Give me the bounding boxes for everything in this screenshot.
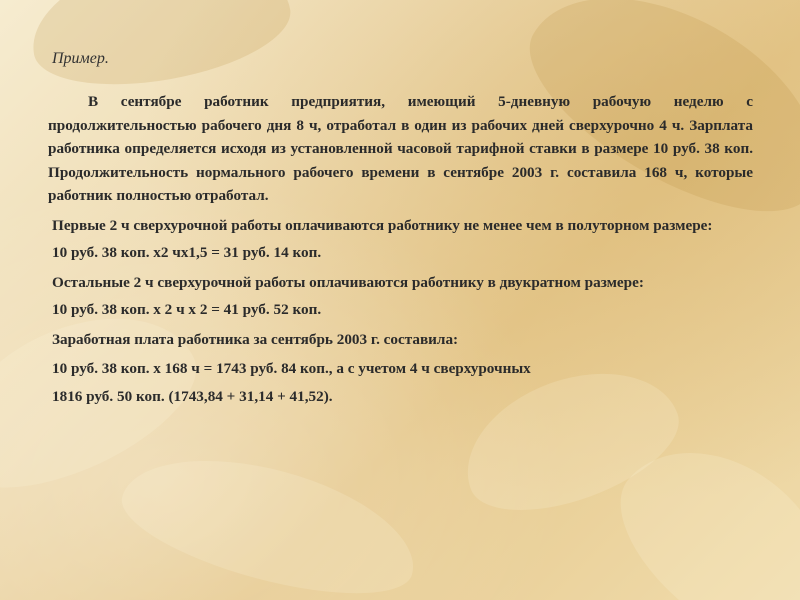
overtime-first-2h-text: Первые 2 ч сверхурочной работы оплачиваются работнику не менее чем в полуторном размере: (52, 216, 713, 234)
overtime-first-2h-calculation: 10 руб. 38 коп. х2 чх1,5 = 31 руб. 14 коп. (52, 244, 322, 261)
overtime-remaining-2h-text: Остальные 2 ч сверхурочной работы оплачиваются работнику в двукратном размере: (52, 273, 644, 291)
example-heading: Пример. (52, 50, 109, 67)
september-salary-text: Заработная плата работника за сентябрь 2003 г. составила: (52, 330, 459, 348)
salary-total-line: 1816 руб. 50 коп. (1743,84 + 31,14 + 41,52). (52, 387, 333, 405)
background-leaf-shape (111, 433, 429, 600)
salary-calculation-line: 10 руб. 38 коп. х 168 ч = 1743 руб. 84 коп., а с учетом 4 ч сверхурочных (52, 360, 531, 377)
slide-content (48, 50, 753, 408)
problem-paragraph: В сентябре работник предприятия, имеющий 5-дневную рабочую неделю с продолжительностью рабочего дня 8 ч, отработал в один из рабочих дней сверхурочно 4 ч. Зарплата работника определяется исходя из установленной часовой тарифной ставки в размере 10 руб. 38 коп. Продолжительность нормального рабочего времени в сентябре 2003 г. составила 168 ч, которые работник полностью отработал. (48, 93, 753, 204)
overtime-remaining-2h-calculation: 10 руб. 38 коп. х 2 ч х 2 = 41 руб. 52 коп. (52, 301, 322, 318)
